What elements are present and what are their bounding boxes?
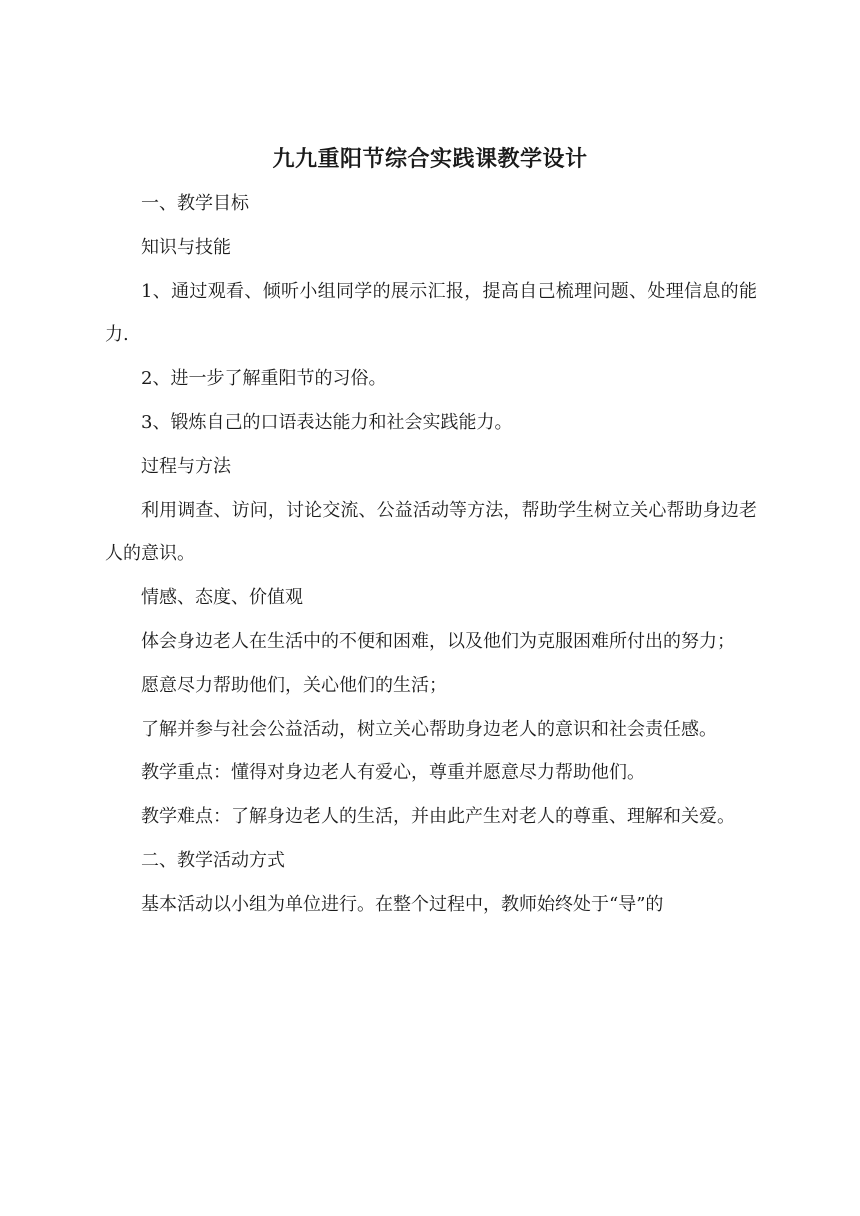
subheading-knowledge-skills: 知识与技能 [141,236,231,258]
document-body [105,182,757,927]
section-heading-teaching-goals: 一、教学目标 [141,193,249,214]
paragraph: 基本活动以小组为单位进行。在整个过程中，教师始终处于“导”的 [141,893,664,915]
subheading-process-methods: 过程与方法 [141,455,231,477]
paragraph: 2、进一步了解重阳节的习俗。 [141,368,387,390]
paragraph: 利用调查、访问，讨论交流、公益活动等方法，帮助学生树立关心帮助身边老人的意识。 [105,499,757,565]
paragraph: 3、锻炼自己的口语表达能力和社会实践能力。 [141,411,513,433]
paragraph: 愿意尽力帮助他们，关心他们的生活； [141,674,447,696]
paragraph: 体会身边老人在生活中的不便和困难，以及他们为克服困难所付出的努力； [141,630,735,652]
paragraph: 了解并参与社会公益活动，树立关心帮助身边老人的意识和社会责任感。 [141,718,717,740]
document-title: 九九重阳节综合实践课教学设计 [272,146,588,172]
teaching-difficulty: 教学难点：了解身边老人的生活，并由此产生对老人的尊重、理解和关爱。 [141,806,735,828]
subheading-emotion-values: 情感、态度、价值观 [141,587,303,609]
teaching-key-point: 教学重点：懂得对身边老人有爱心，尊重并愿意尽力帮助他们。 [141,762,645,784]
section-heading-activity-methods: 二、教学活动方式 [141,849,285,871]
paragraph: 1、通过观看、倾听小组同学的展示汇报，提高自己梳理问题、处理信息的能力. [105,280,757,346]
